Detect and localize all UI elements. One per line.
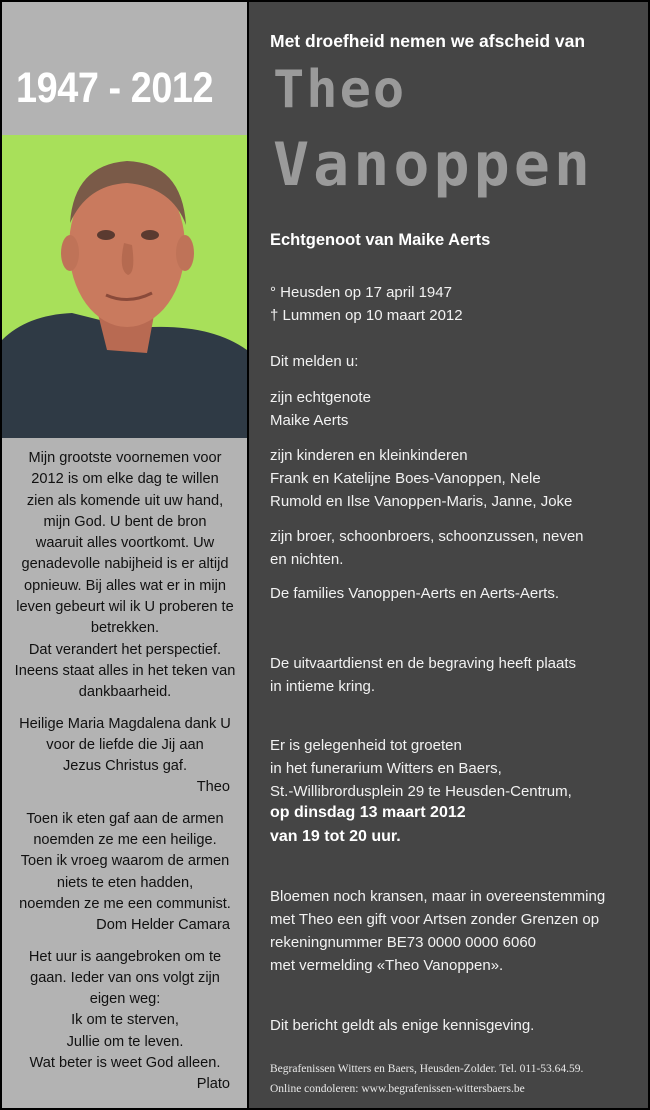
flowers-line-3: rekeningnummer BE73 0000 0000 6060 — [270, 934, 537, 951]
poem-line: Mijn grootste voornemen voor — [28, 450, 222, 466]
years-text: 1947 - 2012 — [16, 64, 214, 112]
poem-line: Jullie om te leven. — [66, 1033, 184, 1050]
poem-line: Toen ik vroeg waarom de armen — [20, 853, 230, 870]
footer-line-2: Online condoleren: www.begrafenissen-wittersbaers.be — [270, 1083, 525, 1095]
poem-block — [10, 714, 240, 799]
poem-author: Plato — [196, 1076, 230, 1093]
siblings-line-2: en nichten. — [270, 551, 344, 568]
children-line-1: Frank en Katelijne Boes-Vanoppen, Nele — [270, 470, 541, 487]
poem-line: Toen ik eten gaf aan de armen — [26, 810, 224, 827]
last-name: Vanoppen — [273, 130, 594, 200]
service-line-2: in intieme kring. — [270, 678, 376, 695]
poem-line: zien als komende uit uw hand, — [26, 492, 224, 509]
portrait-illustration — [2, 135, 247, 438]
families-line: De families Vanoppen-Aerts en Aerts-Aerts. — [270, 585, 560, 602]
poem-block — [10, 809, 240, 937]
spouse-label: zijn echtgenote — [270, 389, 371, 406]
poem-line: niets te eten hadden, — [56, 874, 194, 891]
footer-line-1: Begrafenissen Witters en Baers, Heusden-Zolder. Tel. 011-53.64.59. — [270, 1063, 584, 1075]
announce-line: Dit melden u: — [270, 353, 359, 370]
poem-line: Heilige Maria Magdalena dank U — [19, 715, 231, 732]
poem-line: Ik om te sterven, — [71, 1012, 179, 1029]
years-banner — [2, 2, 247, 135]
poem-line: opnieuw. Bij alles wat er in mijn — [24, 577, 226, 594]
visit-line-3: St.-Willibrordusplein 29 te Heusden-Centrum, — [270, 783, 572, 800]
spouse-line: Echtgenoot van Maike Aerts — [270, 231, 491, 249]
portrait-photo — [2, 135, 247, 438]
visit-date: op dinsdag 13 maart 2012 — [270, 804, 466, 821]
left-panel — [2, 2, 247, 1108]
poem-block — [10, 448, 240, 704]
intro-line: Met droefheid nemen we afscheid van — [270, 31, 586, 51]
poem-block — [10, 947, 240, 1096]
siblings-line-1: zijn broer, schoonbroers, schoonzussen, neven — [270, 528, 584, 545]
visit-line-2: in het funerarium Witters en Baers, — [270, 760, 502, 777]
flowers-line-1: Bloemen noch kransen, maar in overeenstemming — [270, 888, 606, 905]
flowers-line-4: met vermelding «Theo Vanoppen». — [270, 957, 504, 974]
flowers-line-2: met Theo een gift voor Artsen zonder Grenzen op — [270, 911, 600, 928]
spouse-name: Maike Aerts — [270, 412, 349, 429]
poem-line: genadevolle nabijheid is er altijd — [21, 556, 229, 573]
death-line: † Lummen op 10 maart 2012 — [270, 307, 463, 324]
poem-line: gaan. Ieder van ons volgt zijn — [30, 969, 220, 986]
first-name: Theo — [273, 60, 407, 120]
poem-line: Ineens staat alles in het teken van — [14, 662, 236, 679]
poems-column — [10, 448, 240, 1096]
visit-line-1: Er is gelegenheid tot groeten — [270, 737, 462, 754]
poem-line: Jezus Christus gaf. — [62, 758, 188, 775]
visit-time: van 19 tot 20 uur. — [270, 828, 401, 845]
poem-author: Theo — [196, 779, 230, 796]
children-label: zijn kinderen en kleinkinderen — [270, 447, 468, 464]
poem-line: mijn God. U bent de bron — [43, 513, 207, 530]
poem-line: betrekken. — [90, 620, 160, 637]
poem-line: voor de liefde die Jij aan — [46, 736, 204, 753]
poem-line: noemden ze me een communist. — [19, 895, 231, 912]
poem-line: Wat beter is weet God alleen. — [29, 1055, 221, 1072]
right-panel — [249, 2, 648, 1108]
poem-line: waaruit alles voortkomt. Uw — [35, 535, 215, 552]
poem-line: Het uur is aangebroken om te — [28, 948, 222, 965]
service-line-1: De uitvaartdienst en de begraving heeft plaats — [270, 655, 577, 672]
children-line-2: Rumold en Ilse Vanoppen-Maris, Janne, Joke — [270, 493, 573, 510]
poem-author: Dom Helder Camara — [96, 917, 230, 934]
birth-line: ° Heusden op 17 april 1947 — [270, 284, 452, 301]
poem-line: Dat verandert het perspectief. — [28, 641, 222, 658]
poem-line: 2012 is om elke dag te willen — [31, 471, 219, 488]
poem-line: dankbaarheid. — [78, 684, 172, 701]
poem-line: noemden ze me een heilige. — [33, 832, 217, 849]
poem-line: leven gebeurt wil ik U proberen te — [16, 599, 234, 616]
notice-line: Dit bericht geldt als enige kennisgeving. — [270, 1017, 535, 1034]
poem-line: eigen weg: — [89, 991, 161, 1008]
